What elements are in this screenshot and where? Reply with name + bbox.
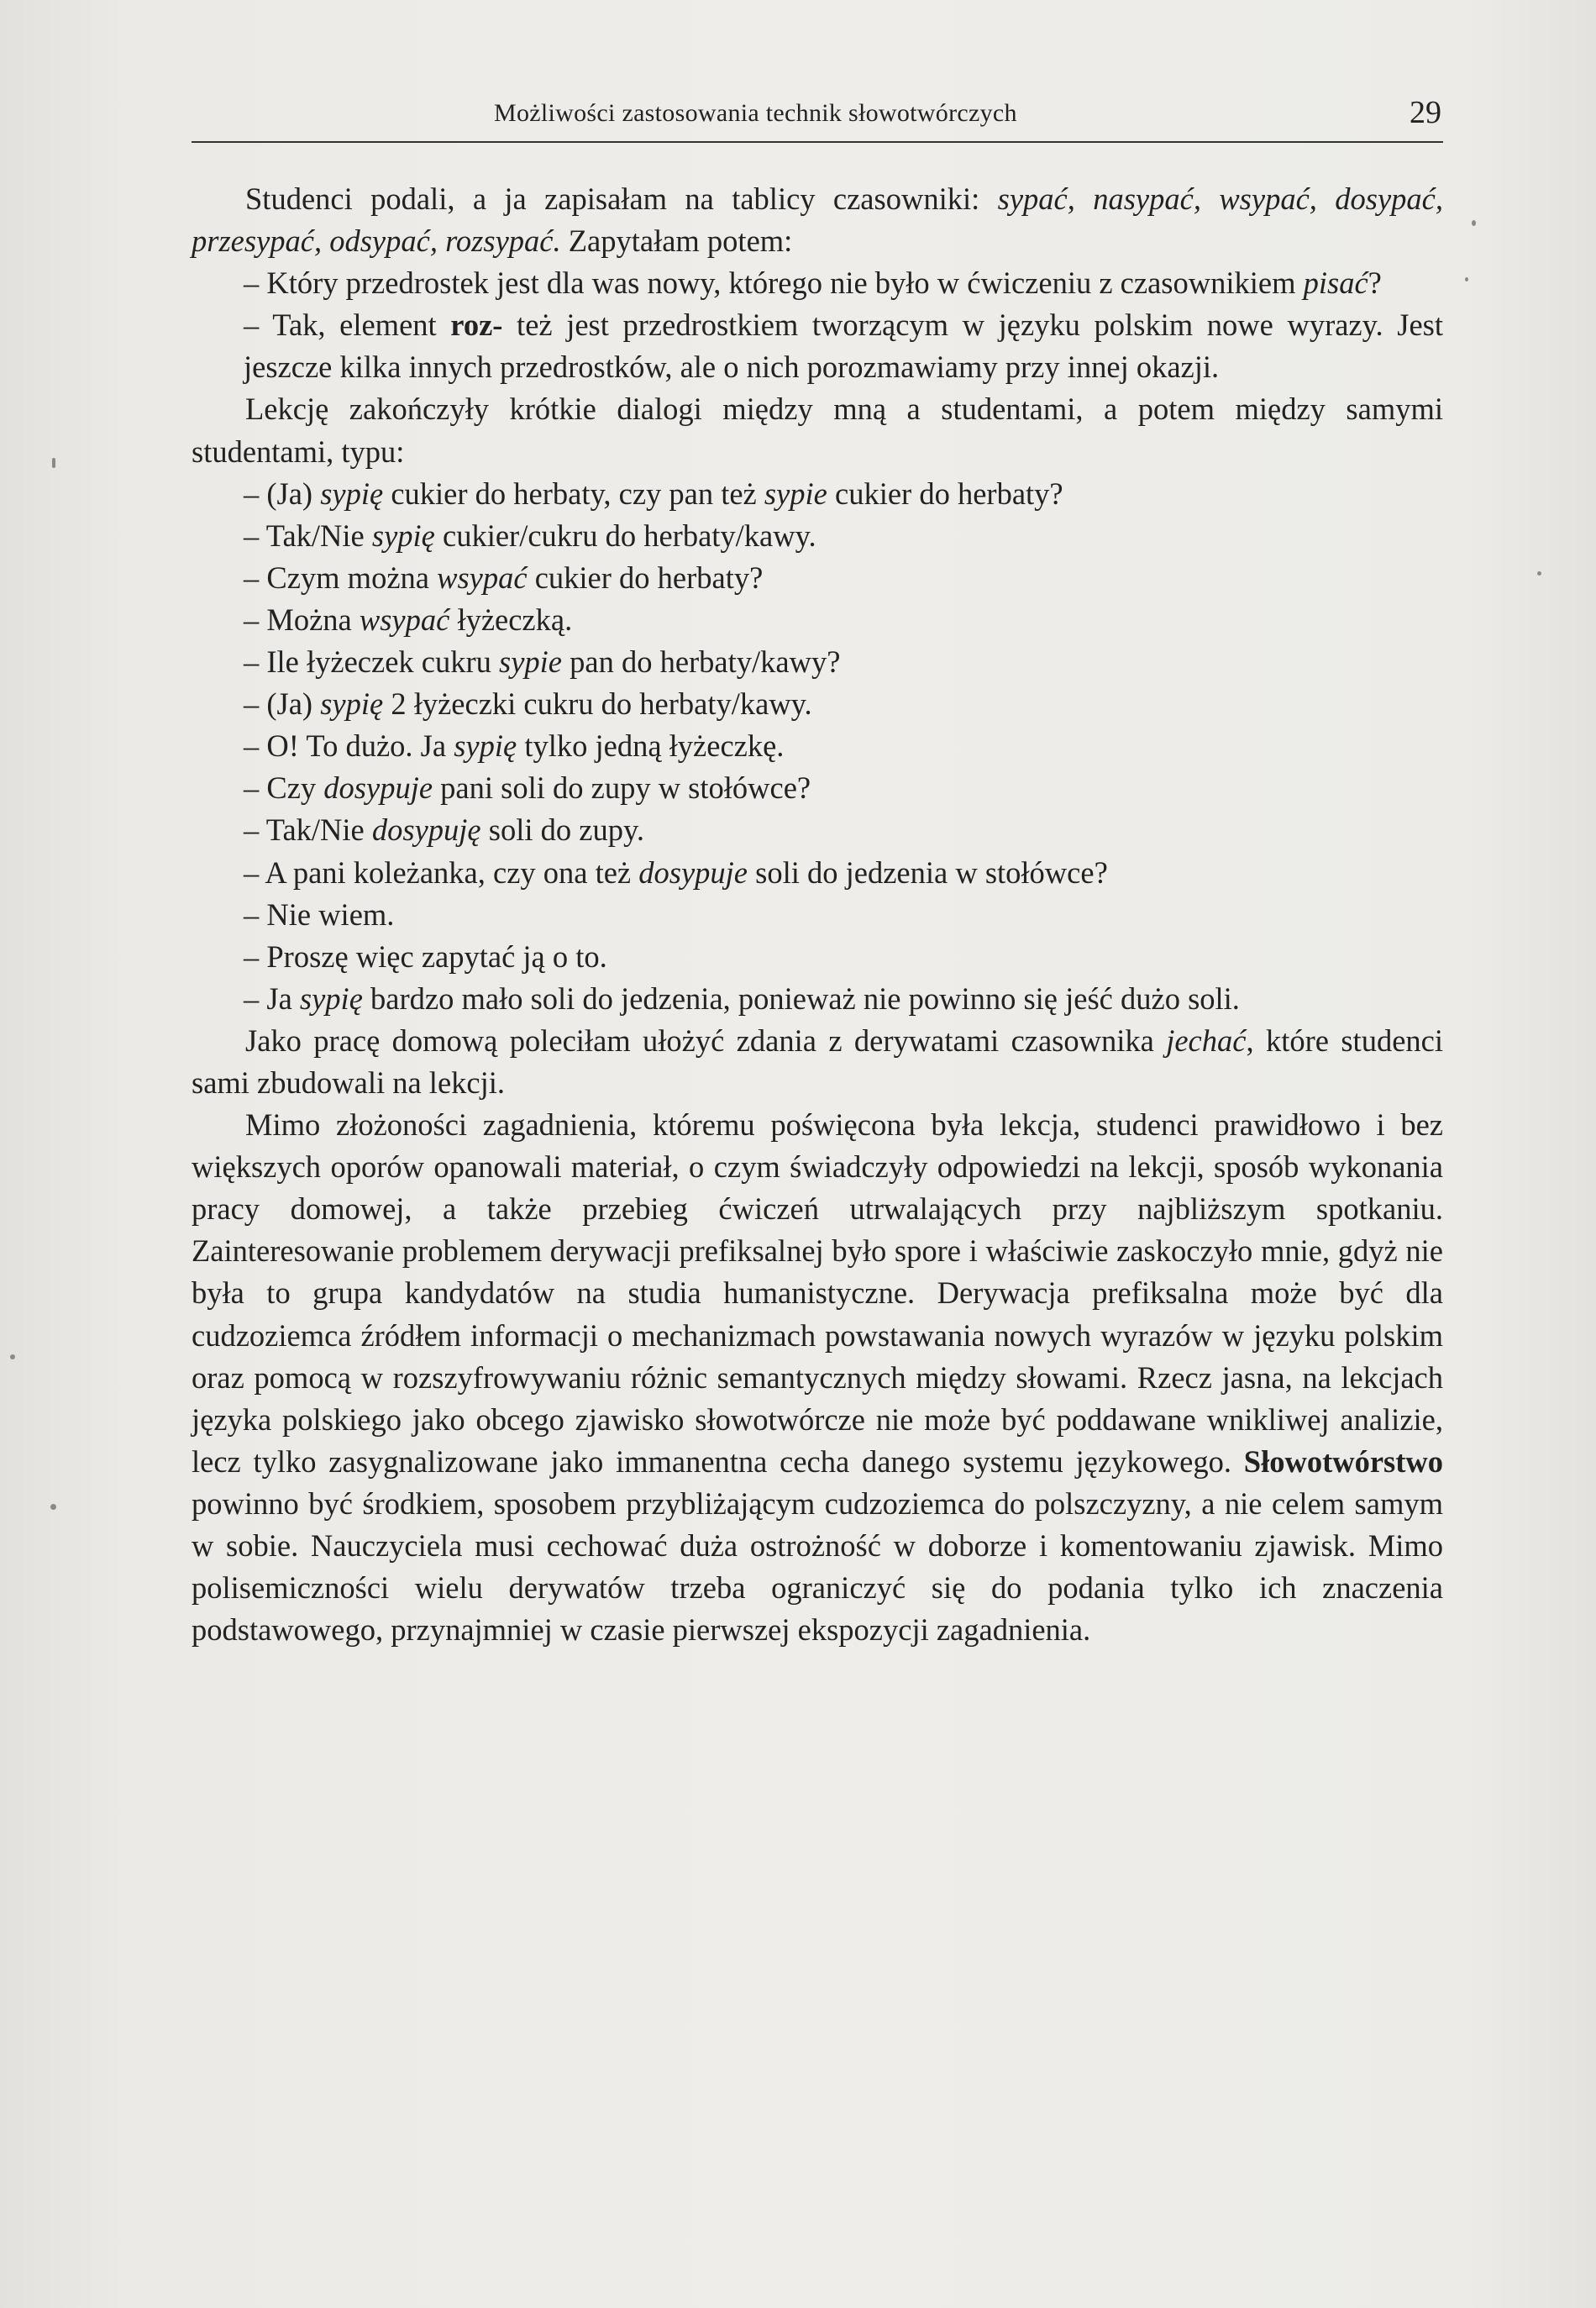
dialogue-line (192, 852, 1443, 894)
scan-speck (1472, 220, 1476, 226)
text-run-bold: roz- (450, 308, 503, 343)
dialogue-line (192, 599, 1443, 641)
text-run: pani soli do zupy w stołówce? (433, 770, 811, 806)
dialogue-line (192, 978, 1443, 1020)
scan-speck (10, 1354, 15, 1359)
dialogue-line (192, 304, 1443, 388)
dialogue-line (192, 683, 1443, 725)
text-run-italic: sypię (299, 981, 363, 1016)
text-run: – A pani koleżanka, czy ona też (244, 854, 639, 890)
text-run: soli do zupy. (480, 812, 644, 848)
text-run: Zapytałam potem: (560, 223, 793, 259)
text-run: – Nie wiem. (244, 896, 395, 932)
text-run-italic: wsypać (359, 602, 450, 637)
dialogue-line (192, 641, 1443, 683)
text-run-italic: sypię (371, 518, 435, 553)
text-run: bardzo mało soli do jedzenia, ponieważ nie powinno się jeść dużo soli. (362, 981, 1240, 1016)
text-run: też jest przedrostkiem tworzącym w języku polskim nowe wyrazy. Jest jeszcze kilka innych przedrostków, ale o nich porozmawiamy przy innej okazji. (244, 308, 1443, 385)
text-run-italic: dosypuje (323, 770, 433, 806)
dialogue-line (192, 936, 1443, 978)
paragraph (192, 1020, 1443, 1104)
scan-speck (1465, 277, 1468, 281)
text-run: Mimo złożoności zagadnienia, któremu poświęcona była lekcja, studenci prawidłowo i bez większych oporów opanowali materiał, o czym świadczyły odpowiedzi na lekcji, sposób wykonania pracy domowej, a także przebieg ćwiczeń utrwalających przy najbliższym spotkaniu. Zainteresowanie problemem derywacji prefiksalnej było spore i właściwie zaskoczyło mnie, gdyż nie była to grupa kandydatów na studia humanistyczne. Derywacja prefiksalna może być dla cudzoziemca źródłem informacji o mechanizmach powstawania nowych wyrazów w języku polskim oraz pomocą w rozszyfrowywaniu różnic semantycznych między słowami. Rzecz jasna, na lekcjach języka polskiego jako obcego zjawisko słowotwórcze nie może być poddawane wnikliwej analizie, lecz tylko zasygnalizowane jako immanentna cecha danego systemu językowego. (192, 1107, 1443, 1479)
dialogue-line (192, 725, 1443, 767)
text-run: ? (1368, 265, 1382, 301)
text-run-italic: sypię (454, 728, 517, 764)
dialogue-line (192, 809, 1443, 851)
text-run: – Proszę więc zapytać ją o to. (244, 938, 607, 974)
text-run: – Czy (244, 770, 324, 806)
text-run-italic: jechać (1166, 1023, 1247, 1058)
paragraph (192, 178, 1443, 262)
dialogue-line (192, 515, 1443, 557)
text-run: soli do jedzenia w stołówce? (748, 854, 1108, 890)
text-run-italic: sypię (320, 686, 384, 722)
text-run: – Ja (244, 981, 300, 1016)
scan-speck (50, 1504, 56, 1510)
running-head: Możliwości zastosowania technik słowotwórczych (494, 99, 1017, 127)
text-run: , które studenci sami zbudowali na lekcji. (192, 1023, 1443, 1100)
text-run: – Tak/Nie (244, 518, 372, 553)
dialogue-line (192, 262, 1443, 304)
text-run: – Można (244, 602, 360, 637)
paragraph (192, 388, 1443, 472)
text-run: 2 łyżeczki cukru do herbaty/kawy. (383, 686, 812, 722)
text-run: – (Ja) (244, 476, 321, 511)
text-run-italic: pisać (1303, 265, 1368, 301)
text-run: Studenci podali, a ja zapisałam na tablicy czasowniki: (245, 181, 998, 216)
page-header (192, 91, 1443, 143)
text-run-italic: wsypać (437, 560, 528, 595)
dialogue-line (192, 894, 1443, 936)
text-run-italic: dosypuje (638, 854, 748, 890)
text-run-bold: Słowotwórstwo (1243, 1443, 1443, 1479)
text-run: – Ile łyżeczek cukru (244, 644, 499, 680)
dialogue-line (192, 473, 1443, 515)
text-run: – (Ja) (244, 686, 321, 722)
text-run: cukier do herbaty, czy pan też (383, 476, 764, 511)
text-run-italic: dosypuję (371, 812, 481, 848)
text-run: – Tak, element (244, 308, 451, 343)
text-run: Jako pracę domową poleciłam ułożyć zdania z derywatami czasownika (245, 1023, 1167, 1058)
text-run: Lekcję zakończyły krótkie dialogi między mną a studentami, a potem między samymi studentami, typu: (192, 392, 1443, 469)
text-run: tylko jedną łyżeczkę. (517, 728, 785, 764)
paragraph (192, 1104, 1443, 1651)
text-run-italic: sypię (320, 476, 384, 511)
dialogue-line (192, 767, 1443, 809)
text-run: cukier do herbaty? (827, 476, 1063, 511)
text-run: – Czym można (244, 560, 438, 595)
text-run-italic: sypie (764, 476, 827, 511)
text-run: cukier do herbaty? (527, 560, 764, 595)
text-run: – Który przedrostek jest dla was nowy, którego nie było w ćwiczeniu z czasownikiem (244, 265, 1304, 301)
text-run: – O! To dużo. Ja (244, 728, 454, 764)
text-run: pan do herbaty/kawy? (562, 644, 841, 680)
text-run: łyżeczką. (449, 602, 573, 637)
text-run-italic: sypie (499, 644, 562, 680)
text-run: – Tak/Nie (244, 812, 372, 848)
text-run: cukier/cukru do herbaty/kawy. (434, 518, 816, 553)
dialogue-line (192, 557, 1443, 599)
scan-speck (52, 458, 55, 468)
scan-speck (1537, 571, 1541, 576)
body-text (192, 178, 1443, 1651)
page-number: 29 (1410, 95, 1441, 130)
text-run: powinno być środkiem, sposobem przybliżającym cudzoziemca do polszczyzny, a nie celem samym w sobie. Nauczyciela musi cechować duża ostrożność w doborze i komentowaniu zjawisk. Mimo polisemiczności wielu derywatów trzeba ograniczyć się do podania tylko ich znaczenia podstawowego, przynajmniej w czasie pierwszej ekspozycji zagadnienia. (192, 1485, 1443, 1648)
text-run-italic: sypać, nasypać, wsypać, dosypać, przesypać, odsypać, rozsypać. (192, 181, 1443, 259)
